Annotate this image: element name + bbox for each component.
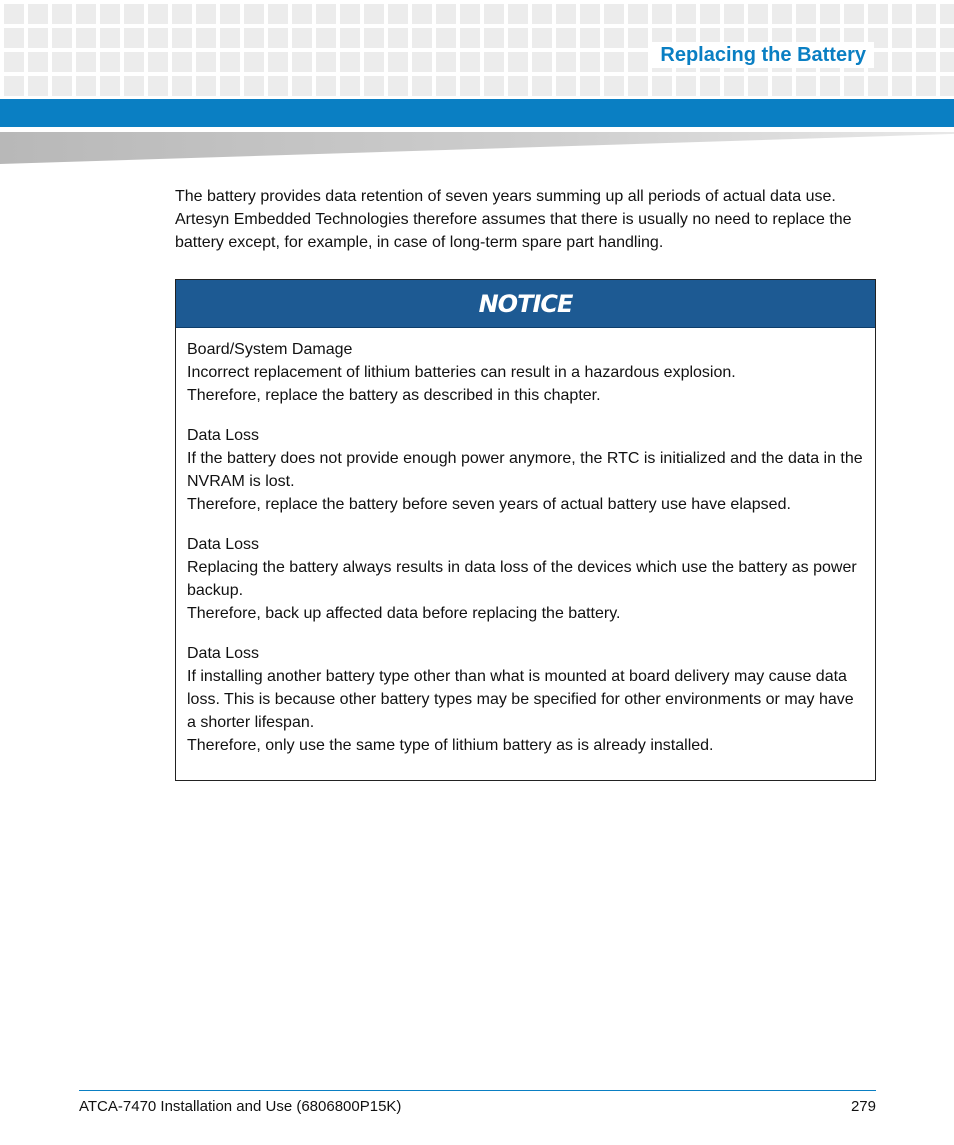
notice-item-line: Therefore, replace the battery before seven years of actual battery use have elapsed. [187,496,791,513]
notice-item [187,424,865,516]
notice-label: NOTICE [478,289,573,318]
notice-item-title: Data Loss [187,536,260,553]
notice-item-title: Data Loss [187,427,260,444]
intro-paragraph [175,185,877,254]
notice-item [187,642,865,757]
header-blue-bar [0,99,954,127]
notice-item [187,338,865,407]
notice-item-line: Therefore, only use the same type of lithium battery as is already installed. [187,737,714,754]
notice-item-line: Replacing the battery always results in data loss of the devices which use the battery as power backup. [187,559,857,599]
notice-header [176,280,875,328]
notice-item [187,533,865,625]
notice-item-line: Incorrect replacement of lithium batteries can result in a hazardous explosion. [187,364,736,381]
footer-document-title: ATCA-7470 Installation and Use (6806800P15K) [79,1098,402,1115]
notice-item-title: Board/System Damage [187,341,353,358]
notice-item-line: Therefore, back up affected data before replacing the battery. [187,605,621,622]
notice-body [176,328,875,757]
footer-page-number: 279 [850,1098,876,1115]
header-gray-wedge [0,132,954,164]
notice-item-line: If the battery does not provide enough power anymore, the RTC is initialized and the data in the NVRAM is lost. [187,450,863,490]
notice-item-title: Data Loss [187,645,260,662]
section-title: Replacing the Battery [650,42,874,68]
intro-text: The battery provides data retention of seven years summing up all periods of actual data use. Artesyn Embedded Technologies therefore assumes that there is usually no need to replace the battery except, for example, in case of long-term spare part handling. [175,188,852,251]
footer-divider [79,1090,876,1091]
notice-item-line: If installing another battery type other than what is mounted at board delivery may cause data loss. This is because other battery types may be specified for other environments or may have a shorter lifespan. [187,668,854,731]
notice-item-line: Therefore, replace the battery as described in this chapter. [187,387,601,404]
notice-box [175,279,876,781]
